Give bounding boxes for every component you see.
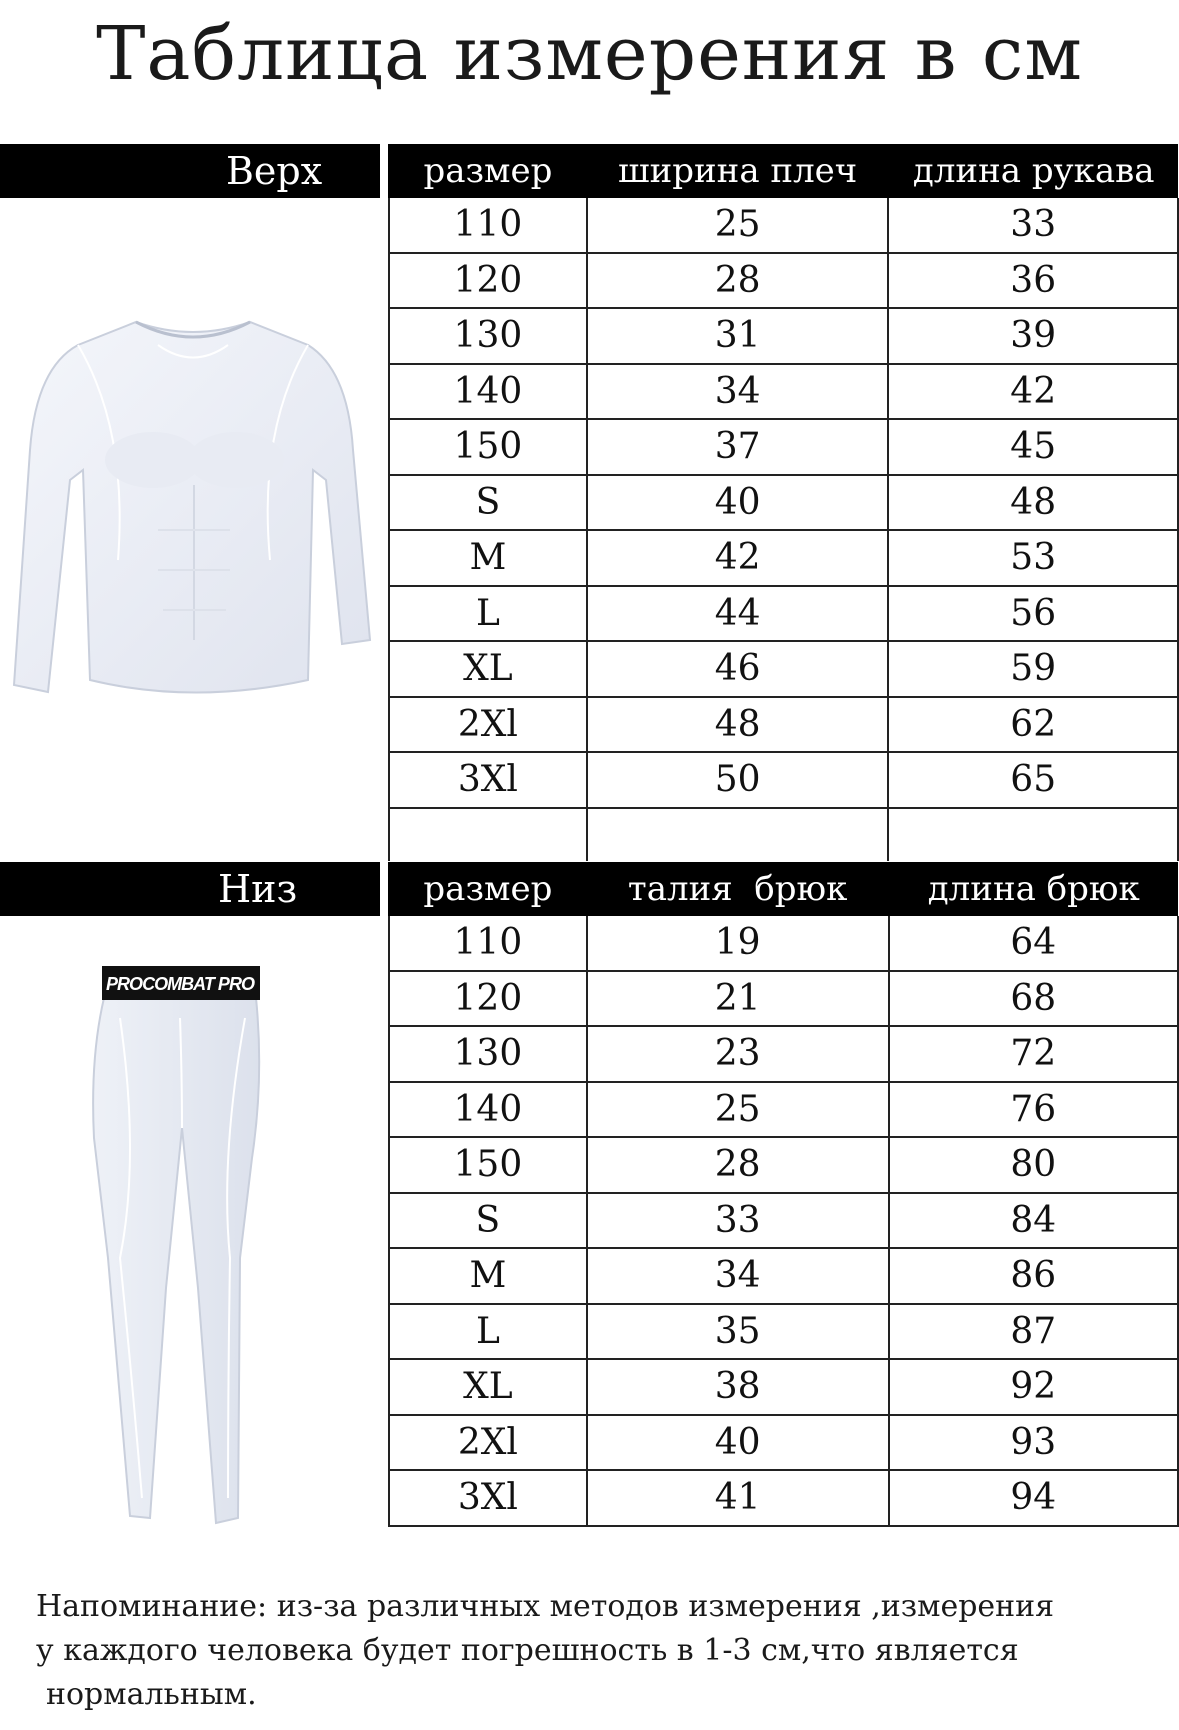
shoulder-width-cell: 48 (587, 697, 889, 753)
table-row (389, 1026, 1178, 1082)
shoulder-width-cell: 46 (587, 641, 889, 697)
table-row-empty (389, 808, 1178, 861)
table-row (389, 1193, 1178, 1249)
table-row (389, 198, 1178, 253)
bottom-header-pants-length: длина брюк (889, 862, 1178, 916)
size-cell: 120 (389, 971, 587, 1027)
table-row (389, 253, 1178, 309)
sleeve-length-cell: 33 (888, 198, 1178, 253)
shoulder-width-cell: 40 (587, 475, 889, 531)
shoulder-width-cell: 31 (587, 308, 889, 364)
size-cell: 130 (389, 308, 587, 364)
empty-cell (389, 808, 587, 861)
empty-cell (587, 808, 889, 861)
sleeve-length-cell: 53 (888, 530, 1178, 586)
table-row (389, 1415, 1178, 1471)
bottom-size-table (388, 862, 1179, 1527)
page-title: Таблица измерения в см (96, 11, 1083, 97)
note-line-1: Напоминание: из-за различных методов измерения ,измерения (36, 1589, 1055, 1624)
size-cell: 150 (389, 1137, 587, 1193)
table-row (389, 530, 1178, 586)
note-line-2: у каждого человека будет погрешность в 1-3 см,что является (36, 1633, 1019, 1668)
size-cell: 120 (389, 253, 587, 309)
sleeve-length-cell: 39 (888, 308, 1178, 364)
table-row (389, 1082, 1178, 1138)
bottom-header-size: размер (389, 862, 587, 916)
size-cell: L (389, 1304, 587, 1360)
pants-length-cell: 87 (889, 1304, 1178, 1360)
table-row (389, 1304, 1178, 1360)
note-line-3: нормальным. (46, 1677, 257, 1712)
bottom-header-waist: талия брюк (587, 862, 889, 916)
sleeve-length-cell: 59 (888, 641, 1178, 697)
shoulder-width-cell: 37 (587, 419, 889, 475)
top-section-label (0, 144, 380, 198)
size-cell: XL (389, 1359, 587, 1415)
top-section-label-text: Верх (226, 149, 323, 193)
sleeve-length-cell: 48 (888, 475, 1178, 531)
table-row (389, 475, 1178, 531)
table-row (389, 364, 1178, 420)
table-row (389, 752, 1178, 808)
table-row (389, 586, 1178, 642)
size-cell: S (389, 475, 587, 531)
waist-cell: 40 (587, 1415, 889, 1471)
shoulder-width-cell: 44 (587, 586, 889, 642)
pants-length-cell: 94 (889, 1470, 1178, 1526)
table-row (389, 1359, 1178, 1415)
table-row (389, 1248, 1178, 1304)
table-row (389, 1137, 1178, 1193)
pants-length-cell: 92 (889, 1359, 1178, 1415)
size-cell: 110 (389, 198, 587, 253)
pants-length-cell: 80 (889, 1137, 1178, 1193)
sleeve-length-cell: 45 (888, 419, 1178, 475)
shoulder-width-cell: 50 (587, 752, 889, 808)
waist-cell: 23 (587, 1026, 889, 1082)
size-cell: 140 (389, 364, 587, 420)
top-header-size: размер (389, 144, 587, 198)
empty-cell (888, 808, 1178, 861)
size-cell: 3Xl (389, 752, 587, 808)
shirt-image (8, 310, 378, 710)
shoulder-width-cell: 28 (587, 253, 889, 309)
size-cell: M (389, 530, 587, 586)
pants-length-cell: 68 (889, 971, 1178, 1027)
waist-cell: 34 (587, 1248, 889, 1304)
waist-cell: 28 (587, 1137, 889, 1193)
waistband-text: PROCOMBAT PRO (106, 974, 256, 994)
pants-length-cell: 93 (889, 1415, 1178, 1471)
bottom-table-header-row (389, 862, 1178, 916)
table-row (389, 641, 1178, 697)
waist-cell: 33 (587, 1193, 889, 1249)
bottom-section-label (0, 862, 380, 916)
size-cell: 110 (389, 916, 587, 971)
table-row (389, 308, 1178, 364)
table-row (389, 697, 1178, 753)
shoulder-width-cell: 34 (587, 364, 889, 420)
sleeve-length-cell: 42 (888, 364, 1178, 420)
table-row (389, 419, 1178, 475)
top-header-shoulder-width: ширина плеч (587, 144, 889, 198)
table-row (389, 971, 1178, 1027)
sleeve-length-cell: 62 (888, 697, 1178, 753)
measurement-note (36, 1585, 1156, 1717)
size-cell: 3Xl (389, 1470, 587, 1526)
size-cell: M (389, 1248, 587, 1304)
table-row (389, 1470, 1178, 1526)
shoulder-width-cell: 42 (587, 530, 889, 586)
sleeve-length-cell: 36 (888, 253, 1178, 309)
sleeve-length-cell: 56 (888, 586, 1178, 642)
size-cell: L (389, 586, 587, 642)
waist-cell: 41 (587, 1470, 889, 1526)
size-cell: 150 (389, 419, 587, 475)
size-cell: 2Xl (389, 1415, 587, 1471)
pants-length-cell: 84 (889, 1193, 1178, 1249)
size-cell: 130 (389, 1026, 587, 1082)
pants-length-cell: 72 (889, 1026, 1178, 1082)
sleeve-length-cell: 65 (888, 752, 1178, 808)
waist-cell: 21 (587, 971, 889, 1027)
pants-image (80, 958, 280, 1528)
pants-length-cell: 64 (889, 916, 1178, 971)
waist-cell: 35 (587, 1304, 889, 1360)
size-cell: XL (389, 641, 587, 697)
top-table-header-row (389, 144, 1178, 198)
bottom-section-label-text: Низ (218, 867, 298, 911)
pants-length-cell: 86 (889, 1248, 1178, 1304)
top-header-sleeve-length: длина рукава (888, 144, 1178, 198)
shoulder-width-cell: 25 (587, 198, 889, 253)
size-cell: S (389, 1193, 587, 1249)
pants-length-cell: 76 (889, 1082, 1178, 1138)
top-size-table (388, 144, 1179, 861)
waist-cell: 38 (587, 1359, 889, 1415)
table-row (389, 916, 1178, 971)
waist-cell: 25 (587, 1082, 889, 1138)
size-cell: 140 (389, 1082, 587, 1138)
size-cell: 2Xl (389, 697, 587, 753)
waist-cell: 19 (587, 916, 889, 971)
